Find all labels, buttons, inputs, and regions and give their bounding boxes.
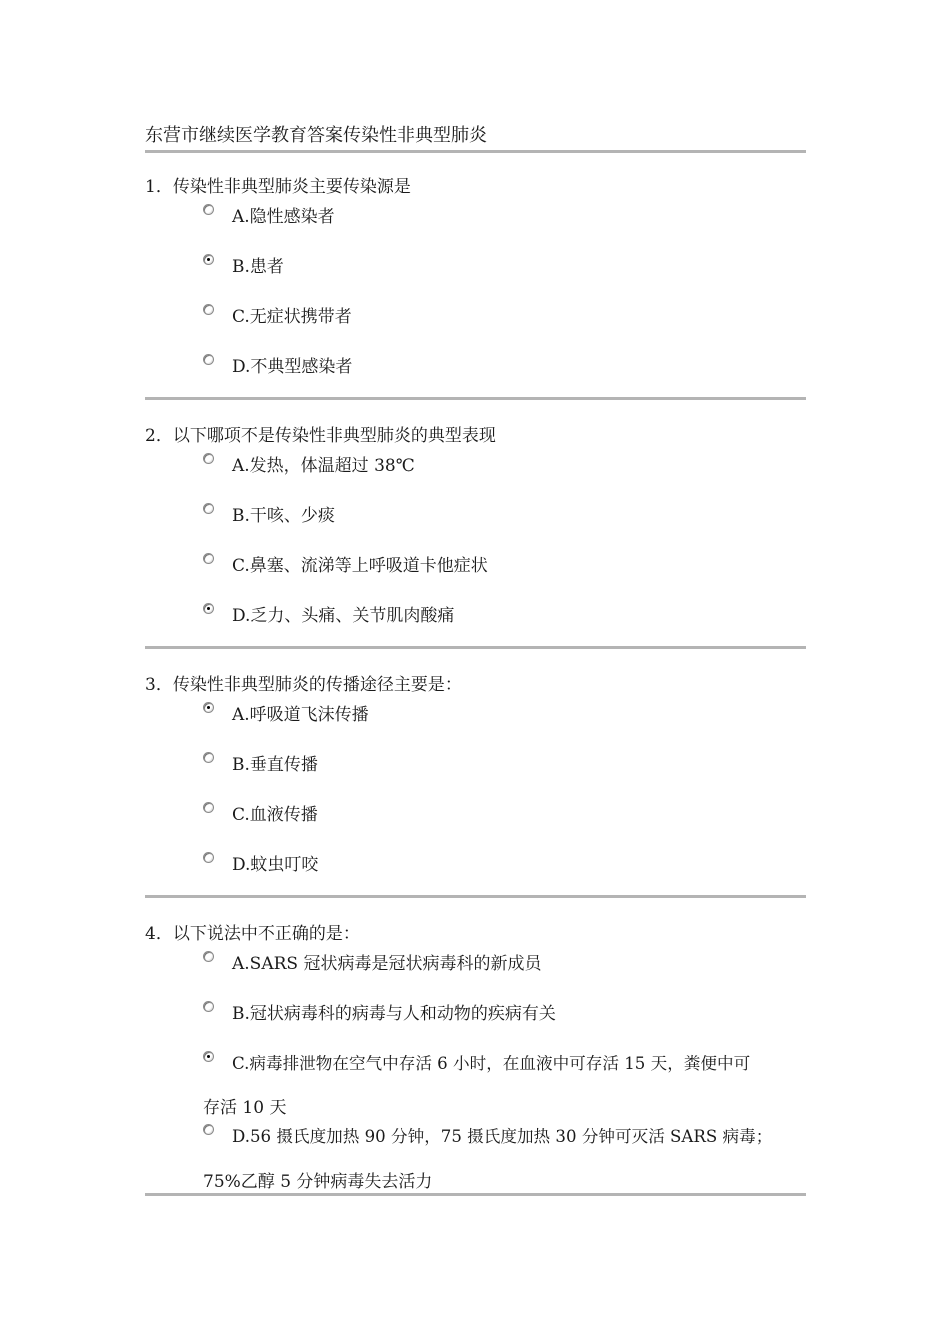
option-radio-3a[interactable]	[203, 702, 214, 713]
radio-dot-icon	[207, 706, 210, 709]
question-text: 4．以下说法中不正确的是：	[145, 924, 360, 944]
option-radio-4d[interactable]	[203, 1124, 214, 1135]
option-label: A.呼吸道飞沫传播	[232, 705, 369, 725]
option-label: B.患者	[232, 257, 284, 277]
option-radio-2d[interactable]	[203, 603, 214, 614]
option-label: B.干咳、少痰	[232, 506, 335, 526]
question-text: 1．传染性非典型肺炎主要传染源是	[145, 177, 411, 197]
divider	[145, 150, 806, 153]
option-label: D.56 摄氏度加热 90 分钟，75 摄氏度加热 30 分钟可灭活 SARS 病毒；	[232, 1127, 773, 1146]
option-label: B.垂直传播	[232, 755, 318, 775]
option-label: C.无症状携带者	[232, 307, 352, 327]
option-label-continuation: 75%乙醇 5 分钟病毒失去活力	[203, 1172, 433, 1192]
question-text: 2．以下哪项不是传染性非典型肺炎的典型表现	[145, 426, 496, 446]
option-label-continuation: 存活 10 天	[203, 1098, 287, 1118]
radio-dot-icon	[207, 607, 210, 610]
option-radio-2a[interactable]	[203, 453, 214, 464]
option-radio-4a[interactable]	[203, 951, 214, 962]
option-label: A.发热，体温超过 38℃	[232, 456, 415, 476]
page-title: 东营市继续医学教育答案传染性非典型肺炎	[145, 125, 487, 146]
option-label: C.血液传播	[232, 805, 318, 825]
option-radio-1b[interactable]	[203, 254, 214, 265]
option-radio-2c[interactable]	[203, 553, 214, 564]
option-label: D.乏力、头痛、关节肌肉酸痛	[232, 606, 455, 626]
question-text: 3．传染性非典型肺炎的传播途径主要是：	[145, 675, 462, 695]
divider	[145, 646, 806, 649]
radio-dot-icon	[207, 258, 210, 261]
option-label: B.冠状病毒科的病毒与人和动物的疾病有关	[232, 1004, 556, 1024]
divider	[145, 1193, 806, 1196]
radio-dot-icon	[207, 1055, 210, 1058]
option-label: C.鼻塞、流涕等上呼吸道卡他症状	[232, 556, 488, 576]
option-label: C.病毒排泄物在空气中存活 6 小时，在血液中可存活 15 天，粪便中可	[232, 1054, 751, 1073]
option-label: A.SARS 冠状病毒是冠状病毒科的新成员	[232, 954, 542, 974]
option-radio-1d[interactable]	[203, 354, 214, 365]
option-radio-3b[interactable]	[203, 752, 214, 763]
option-radio-4b[interactable]	[203, 1001, 214, 1012]
option-radio-3d[interactable]	[203, 852, 214, 863]
option-radio-3c[interactable]	[203, 802, 214, 813]
option-radio-4c[interactable]	[203, 1051, 214, 1062]
divider	[145, 397, 806, 400]
option-radio-1c[interactable]	[203, 304, 214, 315]
option-label: A.隐性感染者	[232, 207, 335, 227]
option-radio-2b[interactable]	[203, 503, 214, 514]
option-radio-1a[interactable]	[203, 204, 214, 215]
option-label: D.蚊虫叮咬	[232, 855, 319, 875]
divider	[145, 895, 806, 898]
option-label: D.不典型感染者	[232, 357, 353, 377]
